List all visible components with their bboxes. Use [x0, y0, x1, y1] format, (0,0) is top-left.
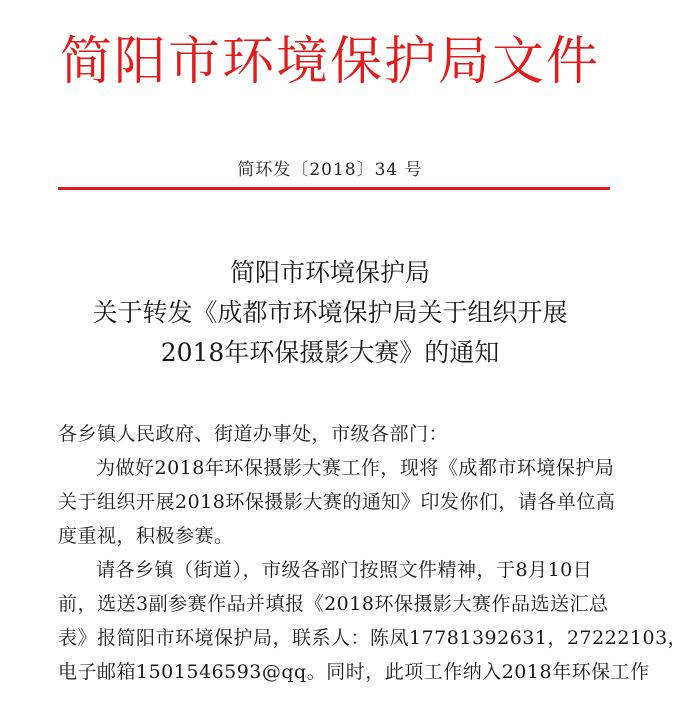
salutation: 各乡镇人民政府、街道办事处，市级各部门：	[58, 423, 449, 445]
body-line: 关于组织开展2018环保摄影大赛的通知》印发你们，请各单位高	[58, 491, 616, 513]
document-title	[0, 253, 660, 373]
title-line: 2018年环保摄影大赛》的通知	[160, 338, 500, 367]
red-divider-line	[58, 187, 610, 190]
document-body	[58, 417, 687, 689]
body-line: 度重视，积极参赛。	[58, 525, 234, 547]
body-line: 为做好2018年环保摄影大赛工作，现将《成都市环境保护局	[96, 457, 615, 479]
body-line: 表》报简阳市环境保护局，联系人：陈凤17781392631，27222103，	[58, 627, 687, 649]
body-line: 前，选送3副参赛作品并填报《2018环保摄影大赛作品选送汇总	[58, 593, 609, 615]
title-line: 简阳市环境保护局	[229, 258, 430, 287]
body-line: 电子邮箱1501546593@qq。同时，此项工作纳入2018年环保工作	[58, 661, 650, 683]
letterhead-title: 简阳市环境保护局文件	[59, 32, 600, 92]
title-line: 关于转发《成都市环境保护局关于组织开展	[92, 298, 568, 327]
document-number: 简环发〔2018〕34 号	[237, 160, 423, 180]
body-line: 请各乡镇（街道），市级各部门按照文件精神，于8月10日	[96, 559, 593, 581]
